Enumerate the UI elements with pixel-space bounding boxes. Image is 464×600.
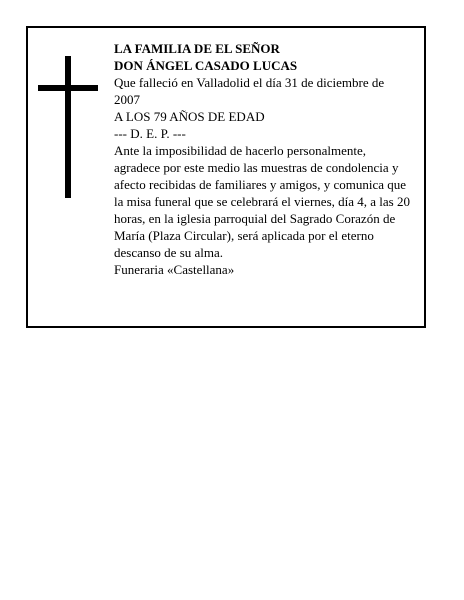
funeral-home: Funeraria «Castellana»: [114, 262, 235, 277]
body-text: Ante la imposibilidad de hacerlo personalmente, agradece por este medio las muestras de condolencia y afecto recibidas de familiares y amigos, y comunica que la misa funeral que se celebrará el viernes, día 4, a las 20 horas, en la iglesia parroquial del Sagrado Corazón de María (Plaza Circular), será aplicada por el eterno descanso de su alma.: [114, 143, 410, 260]
cross-vertical-bar: [65, 56, 71, 198]
notice-text: [114, 40, 410, 278]
family-line: LA FAMILIA DE EL SEÑOR: [114, 41, 280, 56]
rip-line: --- D. E. P. ---: [114, 126, 186, 141]
deceased-name: DON ÁNGEL CASADO LUCAS: [114, 58, 298, 73]
age-line: A LOS 79 AÑOS DE EDAD: [114, 109, 265, 124]
obituary-notice: [26, 26, 426, 328]
cross-icon: [38, 56, 98, 198]
death-line: Que falleció en Valladolid el día 31 de diciembre de 2007: [114, 75, 385, 107]
cross-horizontal-bar: [38, 85, 98, 91]
